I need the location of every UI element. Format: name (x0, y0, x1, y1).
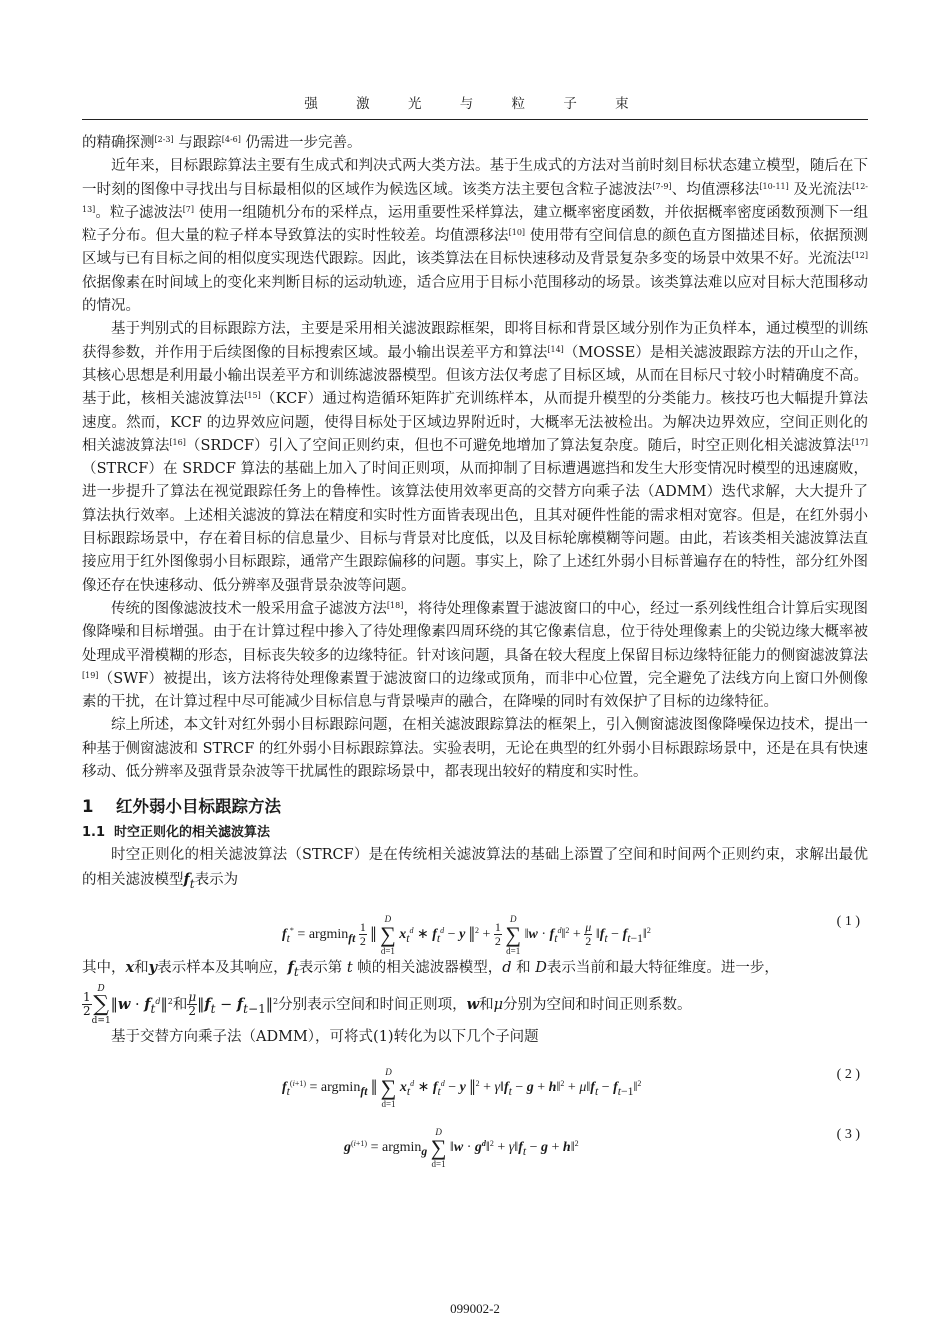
paragraph-admm: 基于交替方向乘子法（ADMM），可将式(1)转化为以下几个子问题 (111, 1028, 539, 1045)
citation: [16] (169, 437, 186, 447)
citation: [17] (851, 437, 868, 447)
citation: [7] (182, 204, 195, 214)
equation-2-body: $f_t^{(i+1)} = argmin_{ft}$ ‖ D ∑ d=1 $x_t^d$ ∗ $f_t^d - y$ ‖$^2$ + $\gamma‖f_t - g$ + h‖$^2$ + $\mu‖f_t$ − $f_{t-1}‖^2$ (282, 1067, 642, 1110)
equation-3 (82, 1109, 868, 1169)
citation: [2-3] (154, 135, 174, 144)
paragraph-discriminative-methods: 基于判别式的目标跟踪方法，主要是采用相关滤波跟踪框架，即将目标和背景区域分别作为正负样本，通过模型的训练获得参数，并作用于后续图像的目标搜索区域。最小输出误差平方和算法[14]（MOSSE）是相关滤波跟踪方法的开山之作，其核心思想是利用最小输出误差平方和训练滤波器模型。但该方法仅考虑了目标区域，从而在目标尺寸较小时精确度不高。基于此，核相关滤波算法[15]（KCF）通过构造循环矩阵扩充训练样本，从而提升模型的分类能力。核技巧也大幅提升算法速度。然而，KCF 的边界效应问题，使得目标处于区域边界附近时，大概率无法被检出。为解决边界效应，空间正则化的相关滤波算法[16]（SRDCF）引入了空间正则约束，但也不可避免地增加了算法复杂度。随后，时空正则化相关滤波算法[17]（STRCF）在 SRDCF 算法的基础上加入了时间正则项，从而抑制了目标遭遇遮挡和发生大形变情况时模型的迅速腐败，进一步提升了算法在视觉跟踪任务上的鲁棒性。该算法使用效率更高的交替方向乘子法（ADMM）迭代求解，大大提升了算法执行效率。上述相关滤波的算法在精度和实时性方面皆表现出色，且其对硬件性能的需求相对宽容。但是，在红外弱小目标跟踪场景中，存在着目标的信息量少、目标与背景对比度低，以及目标轮廓模糊等问题。由此，若该类相关滤波算法直接应用于红外图像弱小目标跟踪，通常产生跟踪偏移的问题。事实上，除了上述红外弱小目标普遍存在的特性，部分红外图像还存在快速移动、低分辨率及强背景杂波等问题。 (82, 321, 868, 594)
equation-number: ( 3 ) (836, 1127, 860, 1143)
paragraph-summary: 综上所述，本文针对红外弱小目标跟踪问题，在相关滤波跟踪算法的框架上，引入侧窗滤波图像降噪保边技术，提出一种基于侧窗滤波和 STRCF 的红外弱小目标跟踪算法。实验表明，无论在典型的红外弱小目标跟踪场景中，还是在具有快速移动、低分辨率及强背景杂波等干扰属性的跟踪场景中，都表现出较好的精度和实时性。 (82, 717, 868, 781)
paragraph-image-filtering: 传统的图像滤波技术一般采用盒子滤波方法[18]，将待处理像素置于滤波窗口的中心，经过一系列线性组合计算后实现图像降噪和目标增强。由于在计算过程中掺入了待处理像素四周环绕的其它像素信息，位于待处理像素上的尖锐边缘大概率被处理成平滑模糊的形态，目标丧失较多的边缘特征。针对该问题，具备在较大程度上保留目标边缘特征能力的侧窗滤波算法[19]（SWF）被提出，该方法将待处理像素置于滤波窗口的边缘或顶角，而非中心位置，完全避免了法线方向上窗口外侧像素的干扰，在计算过程中尽可能减少目标信息与背景噪声的融合，在降噪的同时有效保护了目标的边缘特征。 (82, 600, 869, 711)
citation: [10-11] (759, 181, 789, 191)
section-heading: 1 红外弱小目标跟踪方法 (82, 797, 281, 817)
header-rule (82, 119, 868, 120)
paragraph-continued: 的精确探测[2-3] 与跟踪[4-6] 仍需进一步完善。 (82, 135, 362, 151)
paragraph-generative-methods: 近年来，目标跟踪算法主要有生成式和判决式两大类方法。基于生成式的方法对当前时刻目标状态建立模型，随后在下一时刻的图像中寻找出与目标最相似的区域作为候选区域。该类方法主要包含粒子滤波法[7-9]、均值漂移法[10-11] 及光流法[12-13]。粒子滤波法[7] 使用一组随机分布的采样点，运用重要性采样算法，建立概率密度函数，并依据概率密度函数预测下一组粒子分布。但大量的粒子样本导致算法的实时性较差。均值漂移法[10] 使用带有空间信息的颜色直方图描述目标，依据预测区域与已有目标之间的相似度实现迭代跟踪。因此，该类算法在目标快速移动及背景复杂多变的场景中效果不好。光流法[12] 依据像素在时间域上的变化来判断目标的运动轨迹，适合应用于目标小范围移动的场景。该类算法难以应对目标大范围移动的情况。 (82, 158, 869, 315)
citation: [7-9] (652, 181, 672, 191)
equation-number: ( 1 ) (836, 913, 860, 929)
citation: [12] (851, 251, 868, 261)
citation: [14] (547, 344, 564, 354)
paragraph-notation: 其中，x和y表示样本及其响应，$f_t$表示第 t 帧的相关滤波器模型，d 和 D表示当前和最大特征维度。进一步， (82, 958, 779, 979)
citation: [12-13] (82, 181, 869, 214)
citation: [4-6] (221, 135, 241, 144)
subsection-heading: 1.1 时空正则化的相关滤波算法 (82, 825, 271, 841)
paragraph-regularization-terms: $\frac{1}{2}$ D ∑ d=1‖w · $f_t^d‖^2$和 $\frac{\mu}{2}$ $‖f_t$ − $f_{t-1}‖^2$分别表示空间和时间正则项，w和μ分别为空间和时间正则系数。 (83, 983, 692, 1026)
body-text (82, 132, 868, 1169)
equation-number: ( 2 ) (836, 1067, 860, 1083)
equation-2 (82, 1049, 868, 1109)
citation: [18] (386, 600, 404, 610)
equation-1 (82, 896, 868, 956)
paragraph-strcf-intro: 时空正则化的相关滤波算法（STRCF）是在传统相关滤波算法的基础上添置了空间和时间两个正则约束，求解出最优的相关滤波模型$f_t$表示为 (82, 847, 868, 891)
citation: [15] (244, 391, 261, 401)
equation-3-body: $g^{(i+1)} = argmin_g$ D ∑ d=1 ‖w · $g^d‖^2$ + $\gamma‖f_t - g$ + h‖$^2$ (344, 1127, 579, 1170)
equation-1-body: $f_t^* = argmin_{ft}$ $\frac{1}{2}$ ‖ D ∑ d=1 $x_t^d$ ∗ $f_t^d - y$ ‖$^2$ + $\frac{1}{2}$ D ∑ d=1 ‖w · $f_t^d‖^2$ + $\frac{\mu}{2}$ $‖f_t$ − $f_{t-1}‖^2$ (282, 913, 651, 956)
citation: [19] (82, 670, 99, 680)
citation: [10] (508, 228, 526, 238)
page-number: 099002-2 (450, 1301, 500, 1316)
running-header: 强 激 光 与 粒 子 束 (304, 96, 646, 112)
